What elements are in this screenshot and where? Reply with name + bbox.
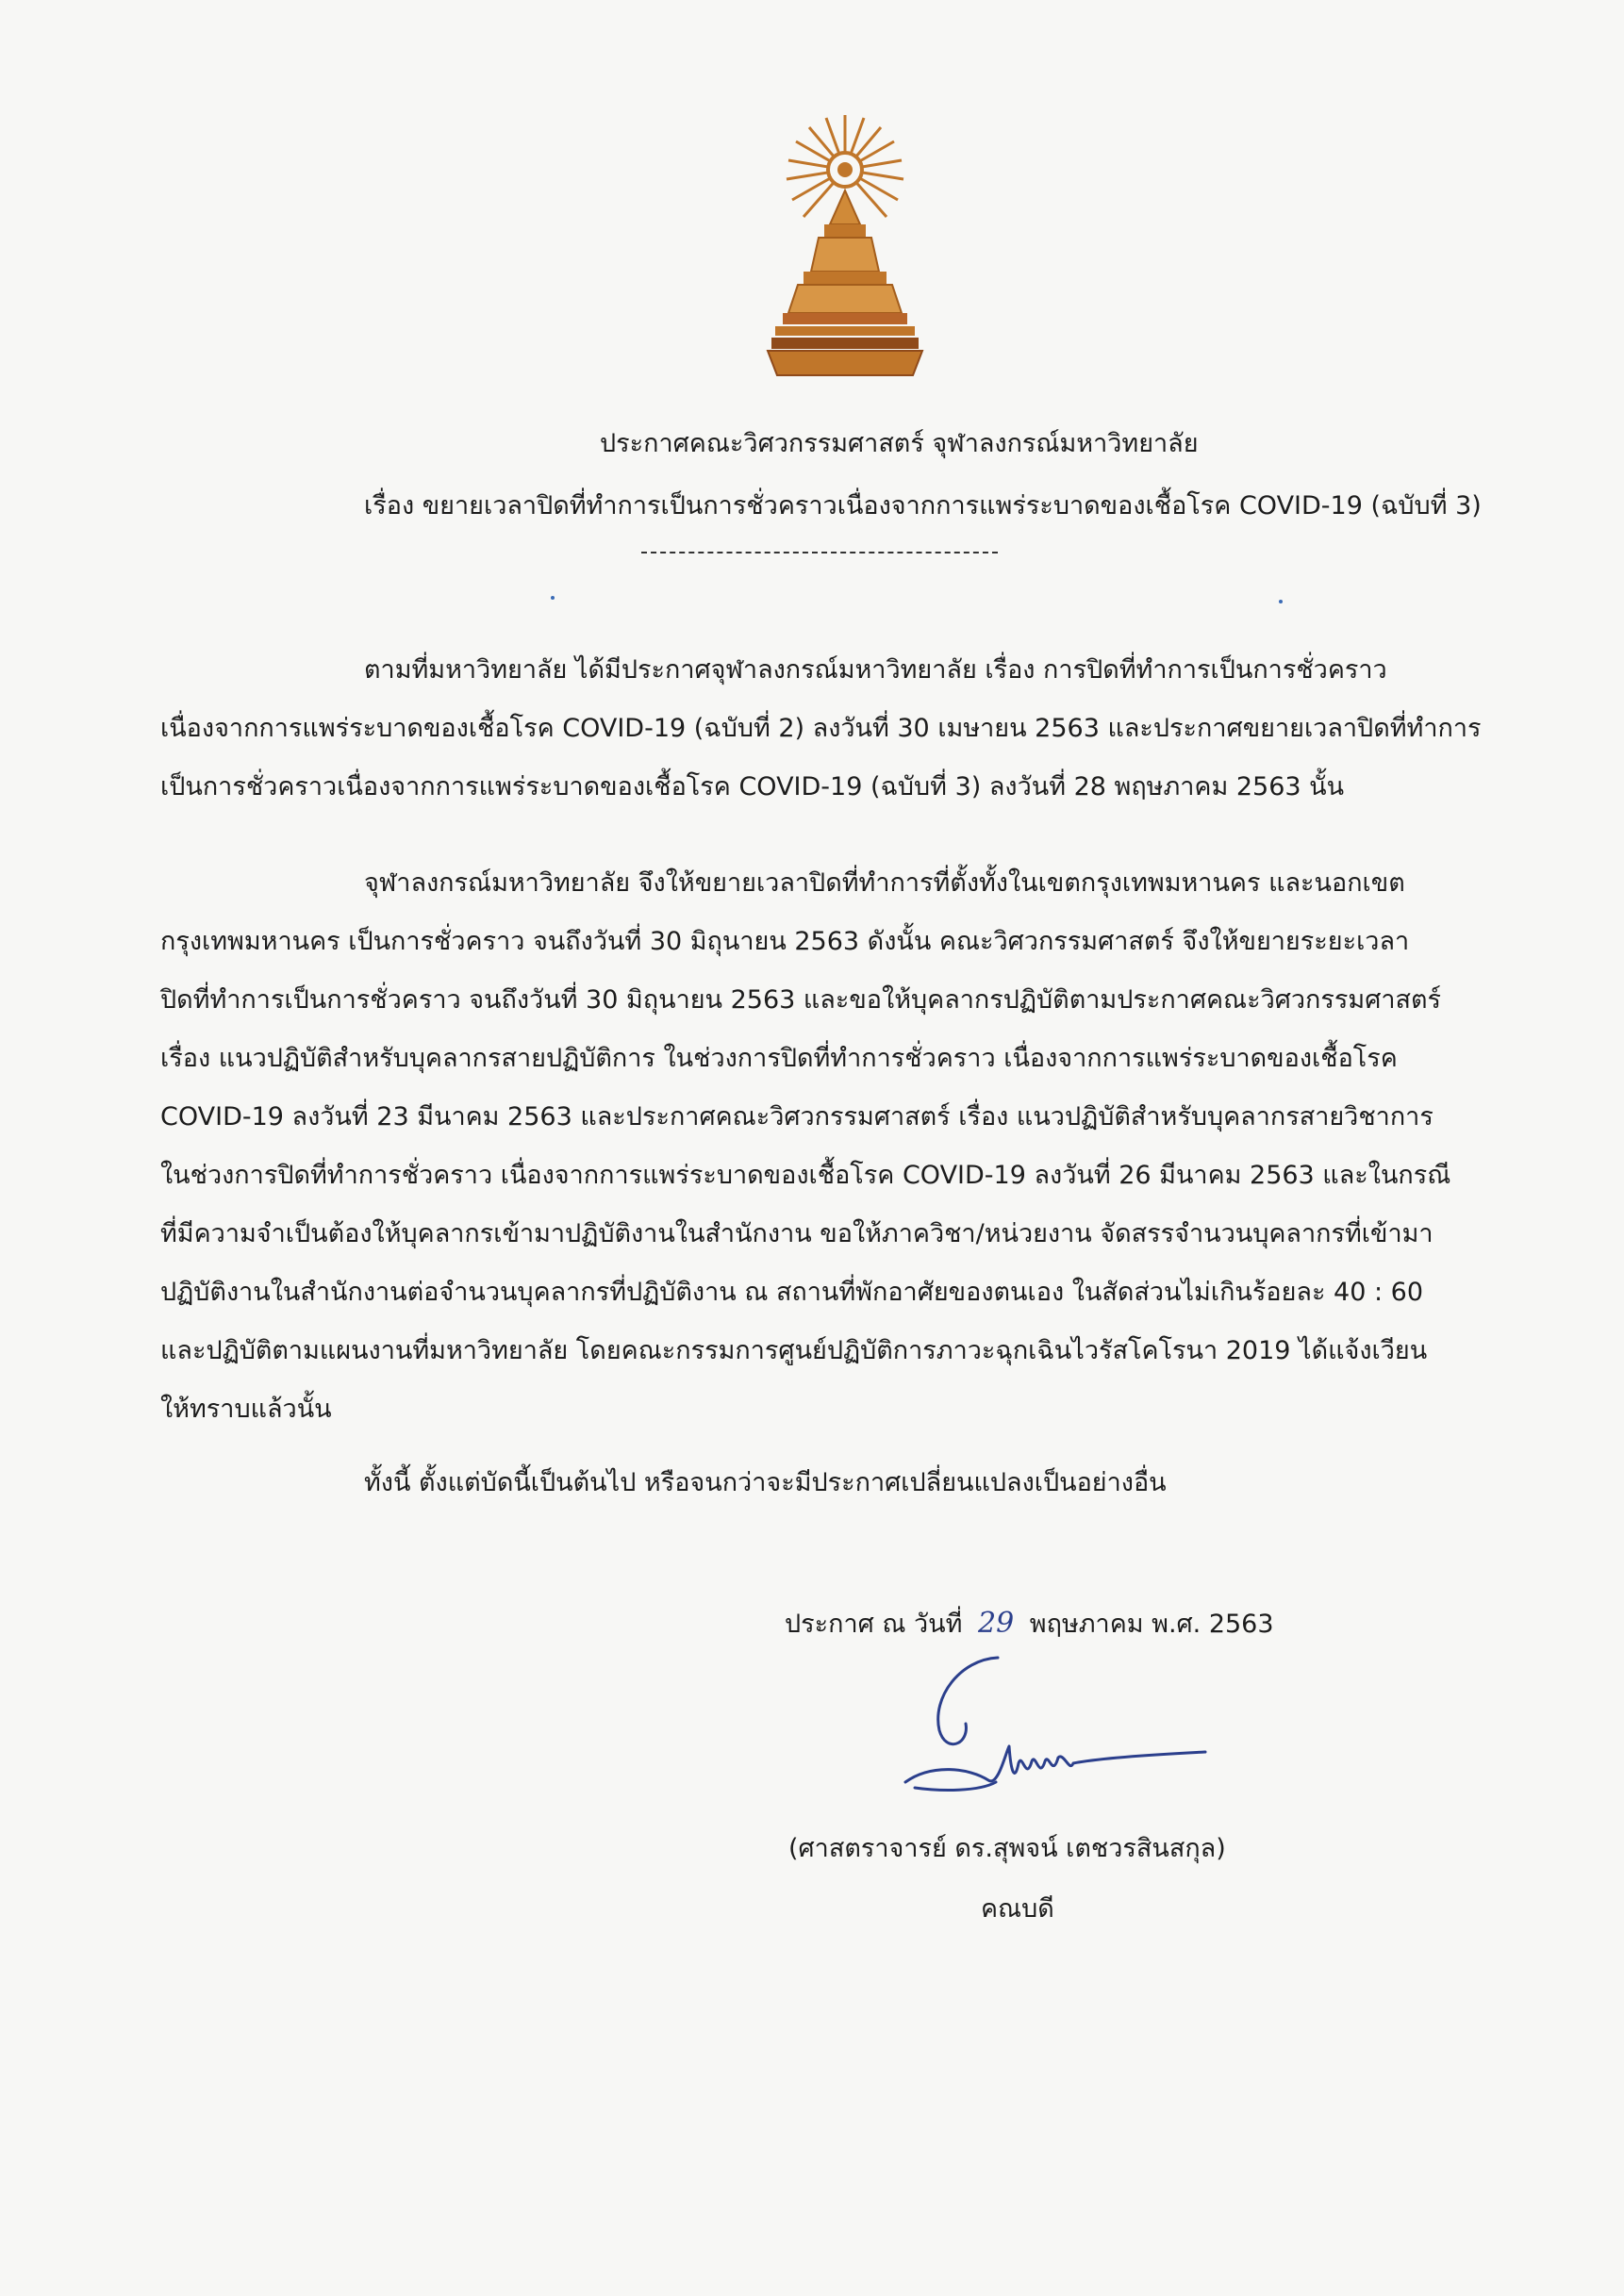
scan-speck <box>551 596 555 600</box>
paragraph-2 <box>160 854 1556 1439</box>
paragraph-1 <box>160 641 1556 817</box>
paragraph-line: จุฬาลงกรณ์มหาวิทยาลัย จึงให้ขยายเวลาปิดที่ทำการที่ตั้งทั้งในเขตกรุงเทพมหานคร และนอกเขต <box>364 868 1405 898</box>
paragraph-line: และปฏิบัติตามแผนงานที่มหาวิทยาลัย โดยคณะกรรมการศูนย์ปฏิบัติการภาวะฉุกเฉินไวรัสโคโรนา 2019 ได้แจ้งเวียน <box>160 1336 1428 1365</box>
dean-signature <box>894 1641 1215 1810</box>
paragraph-line: เป็นการชั่วคราวเนื่องจากการแพร่ระบาดของเชื้อโรค COVID-19 (ฉบับที่ 3) ลงวันที่ 28 พฤษภาคม 2563 นั้น <box>160 772 1345 801</box>
handwritten-day: 29 <box>978 1607 1015 1640</box>
paragraph-line: ให้ทราบแล้วนั้น <box>160 1395 332 1424</box>
header-divider <box>641 552 998 553</box>
paragraph-line: เรื่อง แนวปฏิบัติสำหรับบุคลากรสายปฏิบัติการ ในช่วงการปิดที่ทำการชั่วคราว เนื่องจากการแพร่ระบาดของเชื้อโรค <box>160 1044 1398 1073</box>
paragraph-line: กรุงเทพมหานคร เป็นการชั่วคราว จนถึงวันที่ 30 มิถุนายน 2563 ดังนั้น คณะวิศวกรรมศาสตร์ จึงให้ขยายระยะเวลา <box>160 927 1410 956</box>
scan-speck <box>1279 600 1283 603</box>
paragraph-line: ปิดที่ทำการเป็นการชั่วคราว จนถึงวันที่ 30 มิถุนายน 2563 และขอให้บุคลากรปฏิบัติตามประกาศคณะวิศวกรรมศาสตร์ <box>160 985 1442 1015</box>
paragraph-line: COVID-19 ลงวันที่ 23 มีนาคม 2563 และประกาศคณะวิศวกรรมศาสตร์ เรื่อง แนวปฏิบัติสำหรับบุคลากรสายวิชาการ <box>160 1102 1433 1131</box>
paragraph-3 <box>160 1454 1556 1512</box>
announcement-date <box>785 1603 1274 1644</box>
announcement-title: ประกาศคณะวิศวกรรมศาสตร์ จุฬาลงกรณ์มหาวิทยาลัย <box>600 429 1199 458</box>
date-prefix: ประกาศ ณ วันที่ <box>785 1610 963 1639</box>
signatory-title: คณบดี <box>981 1894 1054 1924</box>
paragraph-line: ตามที่มหาวิทยาลัย ได้มีประกาศจุฬาลงกรณ์มหาวิทยาลัย เรื่อง การปิดที่ทำการเป็นการชั่วคราว <box>364 655 1387 685</box>
paragraph-line: ที่มีความจำเป็นต้องให้บุคลากรเข้ามาปฏิบัติงานในสำนักงาน ขอให้ภาควิชา/หน่วยงาน จัดสรรจำนวนบุคลากรที่เข้ามา <box>160 1219 1433 1248</box>
announcement-subject: เรื่อง ขยายเวลาปิดที่ทำการเป็นการชั่วคราวเนื่องจากการแพร่ระบาดของเชื้อโรค COVID-19 (ฉบับที่ 3) <box>364 491 1482 520</box>
paragraph-line: เนื่องจากการแพร่ระบาดของเชื้อโรค COVID-19 (ฉบับที่ 2) ลงวันที่ 30 เมษายน 2563 และประกาศขยายเวลาปิดที่ทำการ <box>160 714 1482 743</box>
paragraph-line: ในช่วงการปิดที่ทำการชั่วคราว เนื่องจากการแพร่ระบาดของเชื้อโรค COVID-19 ลงวันที่ 26 มีนาคม 2563 และในกรณี <box>160 1161 1451 1190</box>
paragraph-line: ทั้งนี้ ตั้งแต่บัดนี้เป็นต้นไป หรือจนกว่าจะมีประกาศเปลี่ยนแปลงเป็นอย่างอื่น <box>364 1468 1167 1497</box>
university-emblem-icon <box>762 111 927 385</box>
signatory-name: (ศาสตราจารย์ ดร.สุพจน์ เตชวรสินสกุล) <box>788 1834 1226 1863</box>
date-suffix: พฤษภาคม พ.ศ. 2563 <box>1029 1610 1274 1639</box>
paragraph-line: ปฏิบัติงานในสำนักงานต่อจำนวนบุคลากรที่ปฏิบัติงาน ณ สถานที่พักอาศัยของตนเอง ในสัดส่วนไม่เกินร้อยละ 40 : 60 <box>160 1278 1424 1307</box>
